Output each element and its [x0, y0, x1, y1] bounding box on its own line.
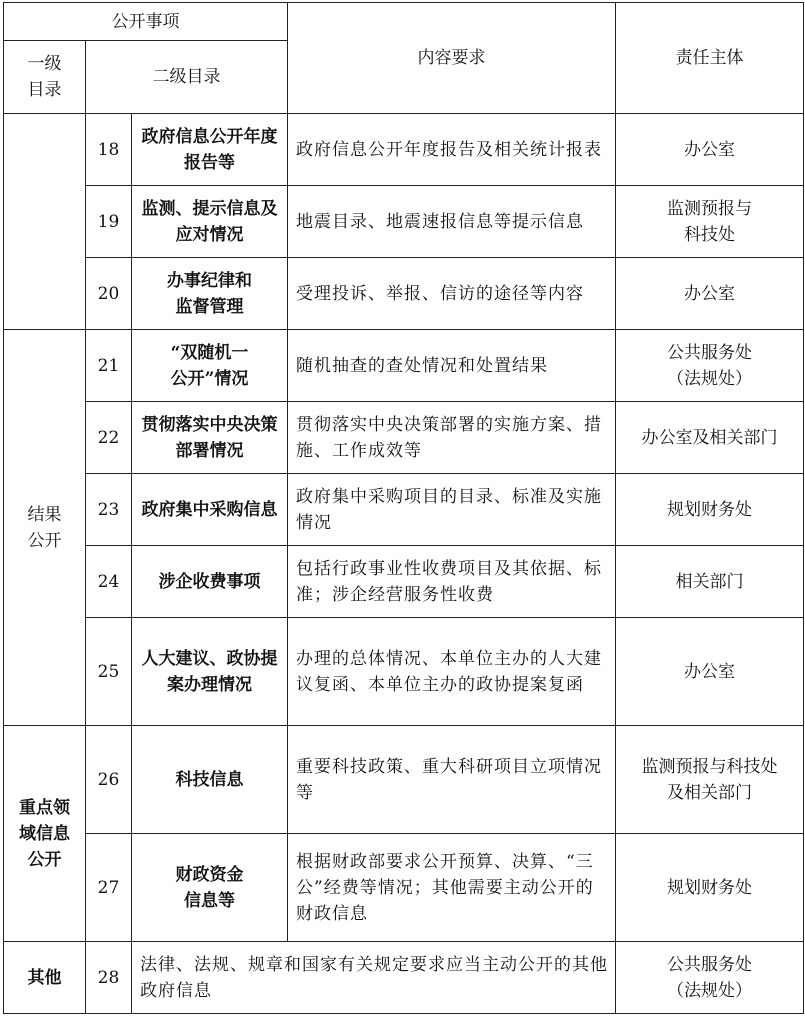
table-row: [4, 114, 804, 186]
item-number: 27: [86, 834, 132, 942]
content-requirement: 包括行政事业性收费项目及其依据、标准；涉企经营服务性收费: [288, 546, 616, 618]
table-row: [4, 258, 804, 330]
level2-item: 财政资金 信息等: [132, 834, 288, 942]
content-requirement: 法律、法规、规章和国家有关规定要求应当主动公开的其他政府信息: [132, 942, 616, 1014]
responsible-party: 办公室及相关部门: [616, 402, 804, 474]
level2-item: 科技信息: [132, 726, 288, 834]
responsible-party: 公共服务处 （法规处）: [616, 942, 804, 1014]
responsible-party: 办公室: [616, 258, 804, 330]
level2-item: 政府信息公开年度报告等: [132, 114, 288, 186]
content-requirement: 受理投诉、举报、信访的途径等内容: [288, 258, 616, 330]
level2-item: 监测、提示信息及应对情况: [132, 186, 288, 258]
disclosure-table: [3, 2, 804, 1014]
table-row: [4, 186, 804, 258]
level1-category: 结果 公开: [4, 330, 86, 726]
content-requirement: 政府信息公开年度报告及相关统计报表: [288, 114, 616, 186]
item-number: 26: [86, 726, 132, 834]
responsible-party: 规划财务处: [616, 474, 804, 546]
level2-item: 贯彻落实中央决策部署情况: [132, 402, 288, 474]
table-body: [4, 114, 804, 1014]
responsible-party: 监测预报与 科技处: [616, 186, 804, 258]
item-number: 22: [86, 402, 132, 474]
responsible-party: 办公室: [616, 618, 804, 726]
responsible-party: 规划财务处: [616, 834, 804, 942]
item-number: 19: [86, 186, 132, 258]
responsible-party: 公共服务处 （法规处）: [616, 330, 804, 402]
level2-item: 办事纪律和 监督管理: [132, 258, 288, 330]
table-row: [4, 330, 804, 402]
item-number: 21: [86, 330, 132, 402]
table-row: [4, 402, 804, 474]
item-number: 28: [86, 942, 132, 1014]
level1-category: [4, 114, 86, 330]
table-row: [4, 618, 804, 726]
table-row: [4, 726, 804, 834]
item-number: 25: [86, 618, 132, 726]
table-row: [4, 546, 804, 618]
responsible-party: 相关部门: [616, 546, 804, 618]
header-responsible-party: 责任主体: [616, 3, 804, 114]
content-requirement: 根据财政部要求公开预算、决算、“三公”经费等情况；其他需要主动公开的财政信息: [288, 834, 616, 942]
responsible-party: 监测预报与科技处 及相关部门: [616, 726, 804, 834]
content-requirement: 政府集中采购项目的目录、标准及实施情况: [288, 474, 616, 546]
content-requirement: 办理的总体情况、本单位主办的人大建议复函、本单位主办的政协提案复函: [288, 618, 616, 726]
header-row-1: [4, 3, 804, 41]
responsible-party: 办公室: [616, 114, 804, 186]
level2-item: “双随机一 公开”情况: [132, 330, 288, 402]
level2-item: 涉企收费事项: [132, 546, 288, 618]
item-number: 23: [86, 474, 132, 546]
item-number: 18: [86, 114, 132, 186]
item-number: 24: [86, 546, 132, 618]
content-requirement: 地震目录、地震速报信息等提示信息: [288, 186, 616, 258]
header-level1-catalog: 一级 目录: [4, 41, 86, 114]
content-requirement: 随机抽查的查处情况和处置结果: [288, 330, 616, 402]
level1-category: 其他: [4, 942, 86, 1014]
content-requirement: 重要科技政策、重大科研项目立项情况等: [288, 726, 616, 834]
content-requirement: 贯彻落实中央决策部署的实施方案、措施、工作成效等: [288, 402, 616, 474]
table-row: [4, 474, 804, 546]
table-row: [4, 942, 804, 1014]
header-content-requirements: 内容要求: [288, 3, 616, 114]
level2-item: 人大建议、政协提案办理情况: [132, 618, 288, 726]
item-number: 20: [86, 258, 132, 330]
level2-item: 政府集中采购信息: [132, 474, 288, 546]
header-disclosure-items: 公开事项: [4, 3, 288, 41]
header-level2-catalog: 二级目录: [86, 41, 288, 114]
table-row: [4, 834, 804, 942]
level1-category: 重点领 域信息 公开: [4, 726, 86, 942]
